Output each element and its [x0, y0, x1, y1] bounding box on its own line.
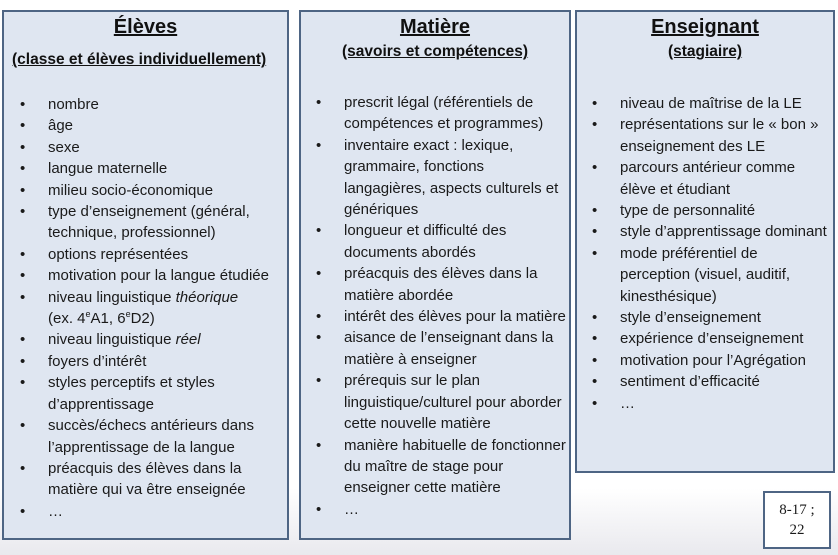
- list-item: • niveau de maîtrise de la LE: [620, 93, 831, 114]
- list-item: • langue maternelle: [48, 158, 283, 179]
- list-item: • foyers d’intérêt: [48, 351, 283, 372]
- niveau-example-mid: A1, 6: [90, 310, 126, 328]
- list-item: • prérequis sur le plan linguistique/culturel pour aborder cette nouvelle matière: [344, 370, 567, 434]
- matiere-panel: [299, 10, 571, 540]
- niveau-reel-prefix: niveau linguistique: [48, 331, 176, 349]
- page-reference-box: [763, 491, 831, 549]
- list-item: • âge: [48, 115, 283, 136]
- matiere-subtitle: (savoirs et compétences): [341, 43, 529, 60]
- enseignant-title: Enseignant: [651, 16, 759, 38]
- list-item: • milieu socio-économique: [48, 180, 283, 201]
- list-item: • options représentées: [48, 244, 283, 265]
- list-item: • …: [620, 393, 831, 414]
- list-item: • type d’enseignement (général, technique, professionnel): [48, 201, 283, 244]
- list-item: • manière habituelle de fonctionner du maître de stage pour enseigner cette matière: [344, 435, 567, 499]
- list-item: • sentiment d’efficacité: [620, 371, 831, 392]
- list-item: • styles perceptifs et styles d’apprentissage: [48, 372, 283, 415]
- list-item-niveau-reel: [48, 329, 283, 350]
- list-item: • aisance de l’enseignant dans la matière à enseigner: [344, 327, 567, 370]
- list-item: • style d’enseignement: [620, 307, 831, 328]
- eleves-panel: [2, 10, 289, 540]
- page-reference-line2: 22: [789, 522, 805, 538]
- matiere-list: [301, 92, 569, 520]
- matiere-title: Matière: [399, 16, 471, 38]
- list-item: • motivation pour l’Agrégation: [620, 350, 831, 371]
- list-item: • préacquis des élèves dans la matière abordée: [344, 263, 567, 306]
- eleves-title: Élèves: [113, 16, 178, 38]
- enseignant-panel: [575, 10, 835, 473]
- list-item: • expérience d’enseignement: [620, 328, 831, 349]
- list-item: • longueur et difficulté des documents abordés: [344, 220, 567, 263]
- list-item: • type de personnalité: [620, 200, 831, 221]
- list-item: • préacquis des élèves dans la matière qui va être enseignée: [48, 458, 283, 501]
- list-item: • succès/échecs antérieurs dans l’apprentissage de la langue: [48, 415, 283, 458]
- niveau-example-sup1: e: [85, 309, 91, 320]
- niveau-theorique-prefix: niveau linguistique: [48, 288, 176, 306]
- list-item: • parcours antérieur comme élève et étudiant: [620, 157, 831, 200]
- list-item: • représentations sur le « bon » enseignement des LE: [620, 114, 831, 157]
- eleves-subtitle: (classe et élèves individuellement): [12, 51, 267, 68]
- niveau-example-open: (ex. 4: [48, 310, 86, 328]
- niveau-theorique-emph: théorique: [175, 288, 239, 306]
- niveau-example-sup2: e: [125, 309, 131, 320]
- niveau-reel-emph: réel: [175, 331, 201, 349]
- list-item: • style d’apprentissage dominant: [620, 221, 831, 242]
- list-item: • mode préférentiel de perception (visuel, auditif, kinesthésique): [620, 243, 831, 307]
- list-item-niveau-theorique: [48, 287, 283, 330]
- niveau-example-close: D2): [130, 310, 155, 328]
- list-item: • inventaire exact : lexique, grammaire, fonctions langagières, aspects culturels et génériques: [344, 135, 567, 221]
- enseignant-subtitle: (stagiaire): [667, 43, 743, 60]
- page-reference-line1: 8-17 ;: [779, 502, 815, 518]
- list-item: • …: [48, 501, 283, 522]
- list-item: • prescrit légal (référentiels de compétences et programmes): [344, 92, 567, 135]
- list-item: • intérêt des élèves pour la matière: [344, 306, 567, 327]
- list-item: • motivation pour la langue étudiée: [48, 265, 283, 286]
- eleves-list: [4, 94, 287, 522]
- list-item: • …: [344, 499, 567, 520]
- list-item: • nombre: [48, 94, 283, 115]
- enseignant-list: [577, 93, 833, 414]
- list-item: • sexe: [48, 137, 283, 158]
